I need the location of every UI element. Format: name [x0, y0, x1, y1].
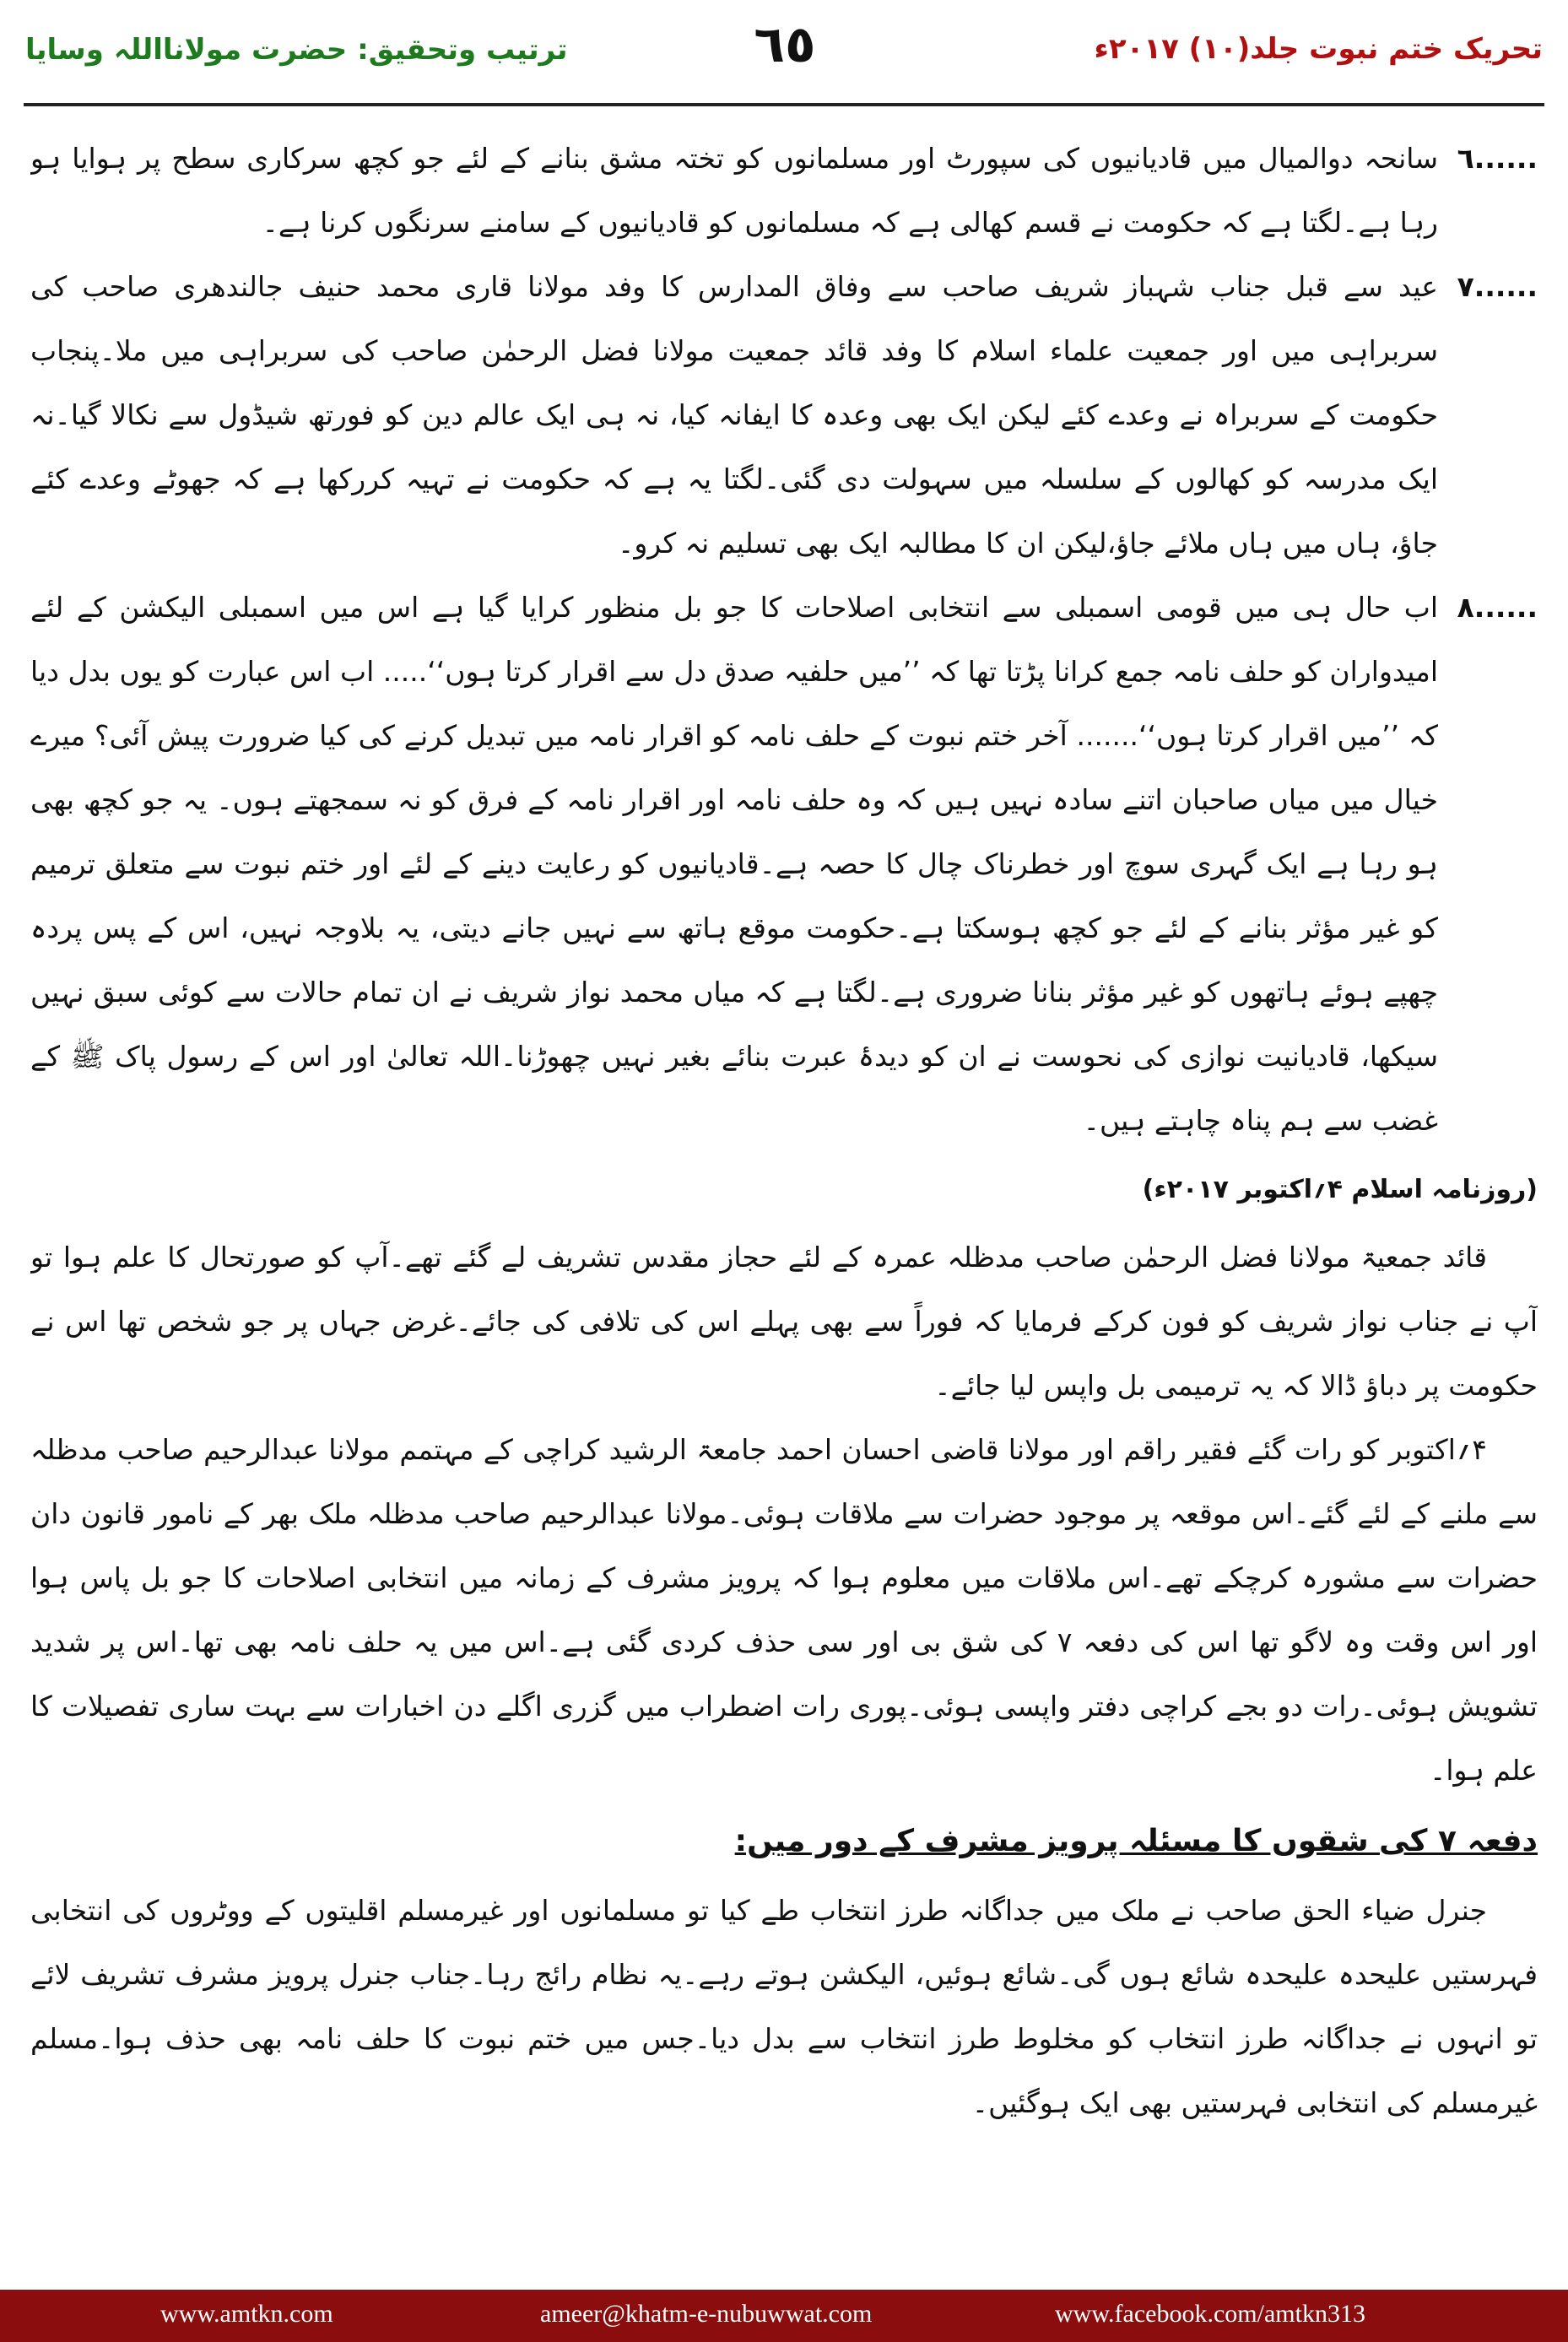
- book-title: تحریک ختم نبوت جلد(۱۰) ۲۰۱۷ء: [1094, 32, 1543, 66]
- paragraph: ۴؍اکتوبر کو رات گئے فقیر راقم اور مولانا قاضی احسان احمد جامعۃ الرشید کراچی کے مہتمم مولانا عبدالرحیم صاحب مدظلہ سے ملنے کے لئے گئے۔اس موقعہ پر موجود حضرات سے ملاقات ہوئی۔مولانا عبدالرحیم صاحب مدظلہ ملک بھر کے نامور قانون دان حضرات سے مشورہ کرچکے تھے۔اس ملاقات میں معلوم ہوا کہ پرویز مشرف کے زمانہ میں انتخابی اصلاحات کا جو بل پاس ہوا اور اس وقت وہ لاگو تھا اس کی دفعہ ۷ کی شق بی اور سی حذف کردی گئی ہے۔اس میں یہ حلف نامہ بھی تھا۔اس پر شدید تشویش ہوئی۔رات دو بجے کراچی دفتر واپسی ہوئی۔پوری رات اضطراب میں گزری اگلے دن اخبارات سے بہت ساری تفصیلات کا علم ہوا۔: [30, 1433, 1538, 1787]
- compiler-credit: ترتیب وتحقیق: حضرت مولانااللہ وسایا: [25, 33, 568, 67]
- paragraph: جنرل ضیاء الحق صاحب نے ملک میں جداگانہ طرز انتخاب طے کیا تو مسلمانوں اور غیرمسلم اقلیتوں کے ووٹروں کی انتخابی فہرستیں علیحدہ علیحدہ شائع ہوں گی۔شائع ہوئیں، الیکشن ہوتے رہے۔یہ نظام رائج رہا۔جناب جنرل پرویز مشرف تشریف لائے تو انہوں نے جداگانہ طرز انتخاب کو مخلوط طرز انتخاب سے بدل دیا۔جس میں ختم نبوت کا حلف نامہ بھی حذف ہوا۔مسلم غیرمسلم کی انتخابی فہرستیں بھی ایک ہوگئیں۔: [30, 1894, 1538, 2119]
- item-text: عید سے قبل جناب شہباز شریف صاحب سے وفاق المدارس کا وفد مولانا قاری محمد حنیف جالندھری صاحب کی سربراہی میں اور جمعیت علماء اسلام کا وفد قائد جمعیت مولانا فضل الرحمٰن صاحب کی سربراہی میں ملا۔پنجاب حکومت کے سربراہ نے وعدے کئے لیکن ایک بھی وعدہ کا ایفانہ کیا، نہ ہی ایک عالم دین کو فورتھ شیڈول سے نکالا گیا۔نہ ایک مدرسہ کو کھالوں کے سلسلہ میں سہولت دی گئی۔لگتا یہ ہے کہ حکومت نے تہیہ کررکھا ہے کہ جھوٹے وعدے کئے جاؤ، ہاں میں ہاں ملائے جاؤ،لیکن ان کا مطالبہ ایک بھی تسلیم نہ کرو۔: [30, 270, 1438, 560]
- source-citation: (روزنامہ اسلام ۴؍اکتوبر ۲۰۱۷ء): [1142, 1175, 1538, 1204]
- page-footer: [0, 2290, 1568, 2342]
- page-header: [0, 0, 1568, 110]
- numbered-item: [30, 255, 1538, 576]
- numbered-item: [30, 127, 1538, 255]
- facebook-link[interactable]: www.facebook.com/amtkn313: [1055, 2300, 1365, 2328]
- item-text: سانحہ دوالمیال میں قادیانیوں کی سپورٹ اور مسلمانوں کو تختہ مشق بنانے کے لئے جو کچھ سرکاری سطح پر ہوایا ہو رہا ہے۔لگتا ہے کہ حکومت نے قسم کھالی ہے کہ مسلمانوں کو قادیانیوں کے سامنے سرنگوں کرنا ہے۔: [30, 142, 1438, 239]
- paragraph: قائد جمعیۃ مولانا فضل الرحمٰن صاحب مدظلہ عمرہ کے لئے حجاز مقدس تشریف لے گئے تھے۔آپ کو صورتحال کا علم ہوا تو آپ نے جناب نواز شریف کو فون کرکے فرمایا کہ فوراً سے بھی پہلے اس کی تلافی کی جائے۔غرض جہاں پر جو شخص تھا اس نے حکومت پر دباؤ ڈالا کہ یہ ترمیمی بل واپس لیا جائے۔: [30, 1241, 1538, 1402]
- header-divider: [24, 103, 1544, 106]
- page-number: ٦٥: [754, 15, 816, 74]
- email-link[interactable]: ameer@khatm-e-nubuwwat.com: [540, 2300, 873, 2328]
- item-number: ٧......: [1457, 270, 1538, 303]
- item-number: ٦......: [1457, 142, 1538, 175]
- section-heading: دفعہ ۷ کی شقوں کا مسئلہ پرویز مشرف کے دور میں:: [734, 1824, 1538, 1858]
- website-link[interactable]: www.amtkn.com: [160, 2300, 333, 2328]
- numbered-item: [30, 576, 1538, 1153]
- item-text: اب حال ہی میں قومی اسمبلی سے انتخابی اصلاحات کا جو بل منظور کرایا گیا ہے اس میں اسمبلی الیکشن کے لئے امیدواران کو حلف نامہ جمع کرانا پڑتا تھا کہ ’’میں حلفیہ صدق دل سے اقرار کرتا ہوں‘‘..... اب اس عبارت کو یوں بدل دیا کہ ’’میں اقرار کرتا ہوں‘‘....... آخر ختم نبوت کے حلف نامہ کو اقرار نامہ میں تبدیل کرنے کی کیا ضرورت پیش آئی؟ میرے خیال میں میاں صاحبان اتنے سادہ نہیں ہیں کہ وہ حلف نامہ اور اقرار نامہ کے فرق کو نہ سمجھتے ہوں۔ یہ جو کچھ بھی ہو رہا ہے ایک گہری سوچ اور خطرناک چال کا حصہ ہے۔قادیانیوں کو رعایت دینے کے لئے اور ختم نبوت سے متعلق ترمیم کو غیر مؤثر بنانے کے لئے جو کچھ ہوسکتا ہے۔حکومت موقع ہاتھ سے نہیں جانے دیتی، یہ بلاوجہ نہیں، اس کے پس پردہ چھپے ہوئے ہاتھوں کو غیر مؤثر بنانا ضروری ہے۔لگتا ہے کہ میاں محمد نواز شریف نے ان تمام حالات سے کوئی سبق نہیں سیکھا، قادیانیت نوازی کی نحوست نے ان کو دیدۂ عبرت بنائے بغیر نہیں چھوڑنا۔اللہ تعالیٰ اور اس کے رسول پاک ﷺ کے غضب سے ہم پناہ چاہتے ہیں۔: [30, 591, 1438, 1137]
- item-number: ٨......: [1457, 591, 1538, 624]
- page-body: [30, 127, 1538, 2241]
